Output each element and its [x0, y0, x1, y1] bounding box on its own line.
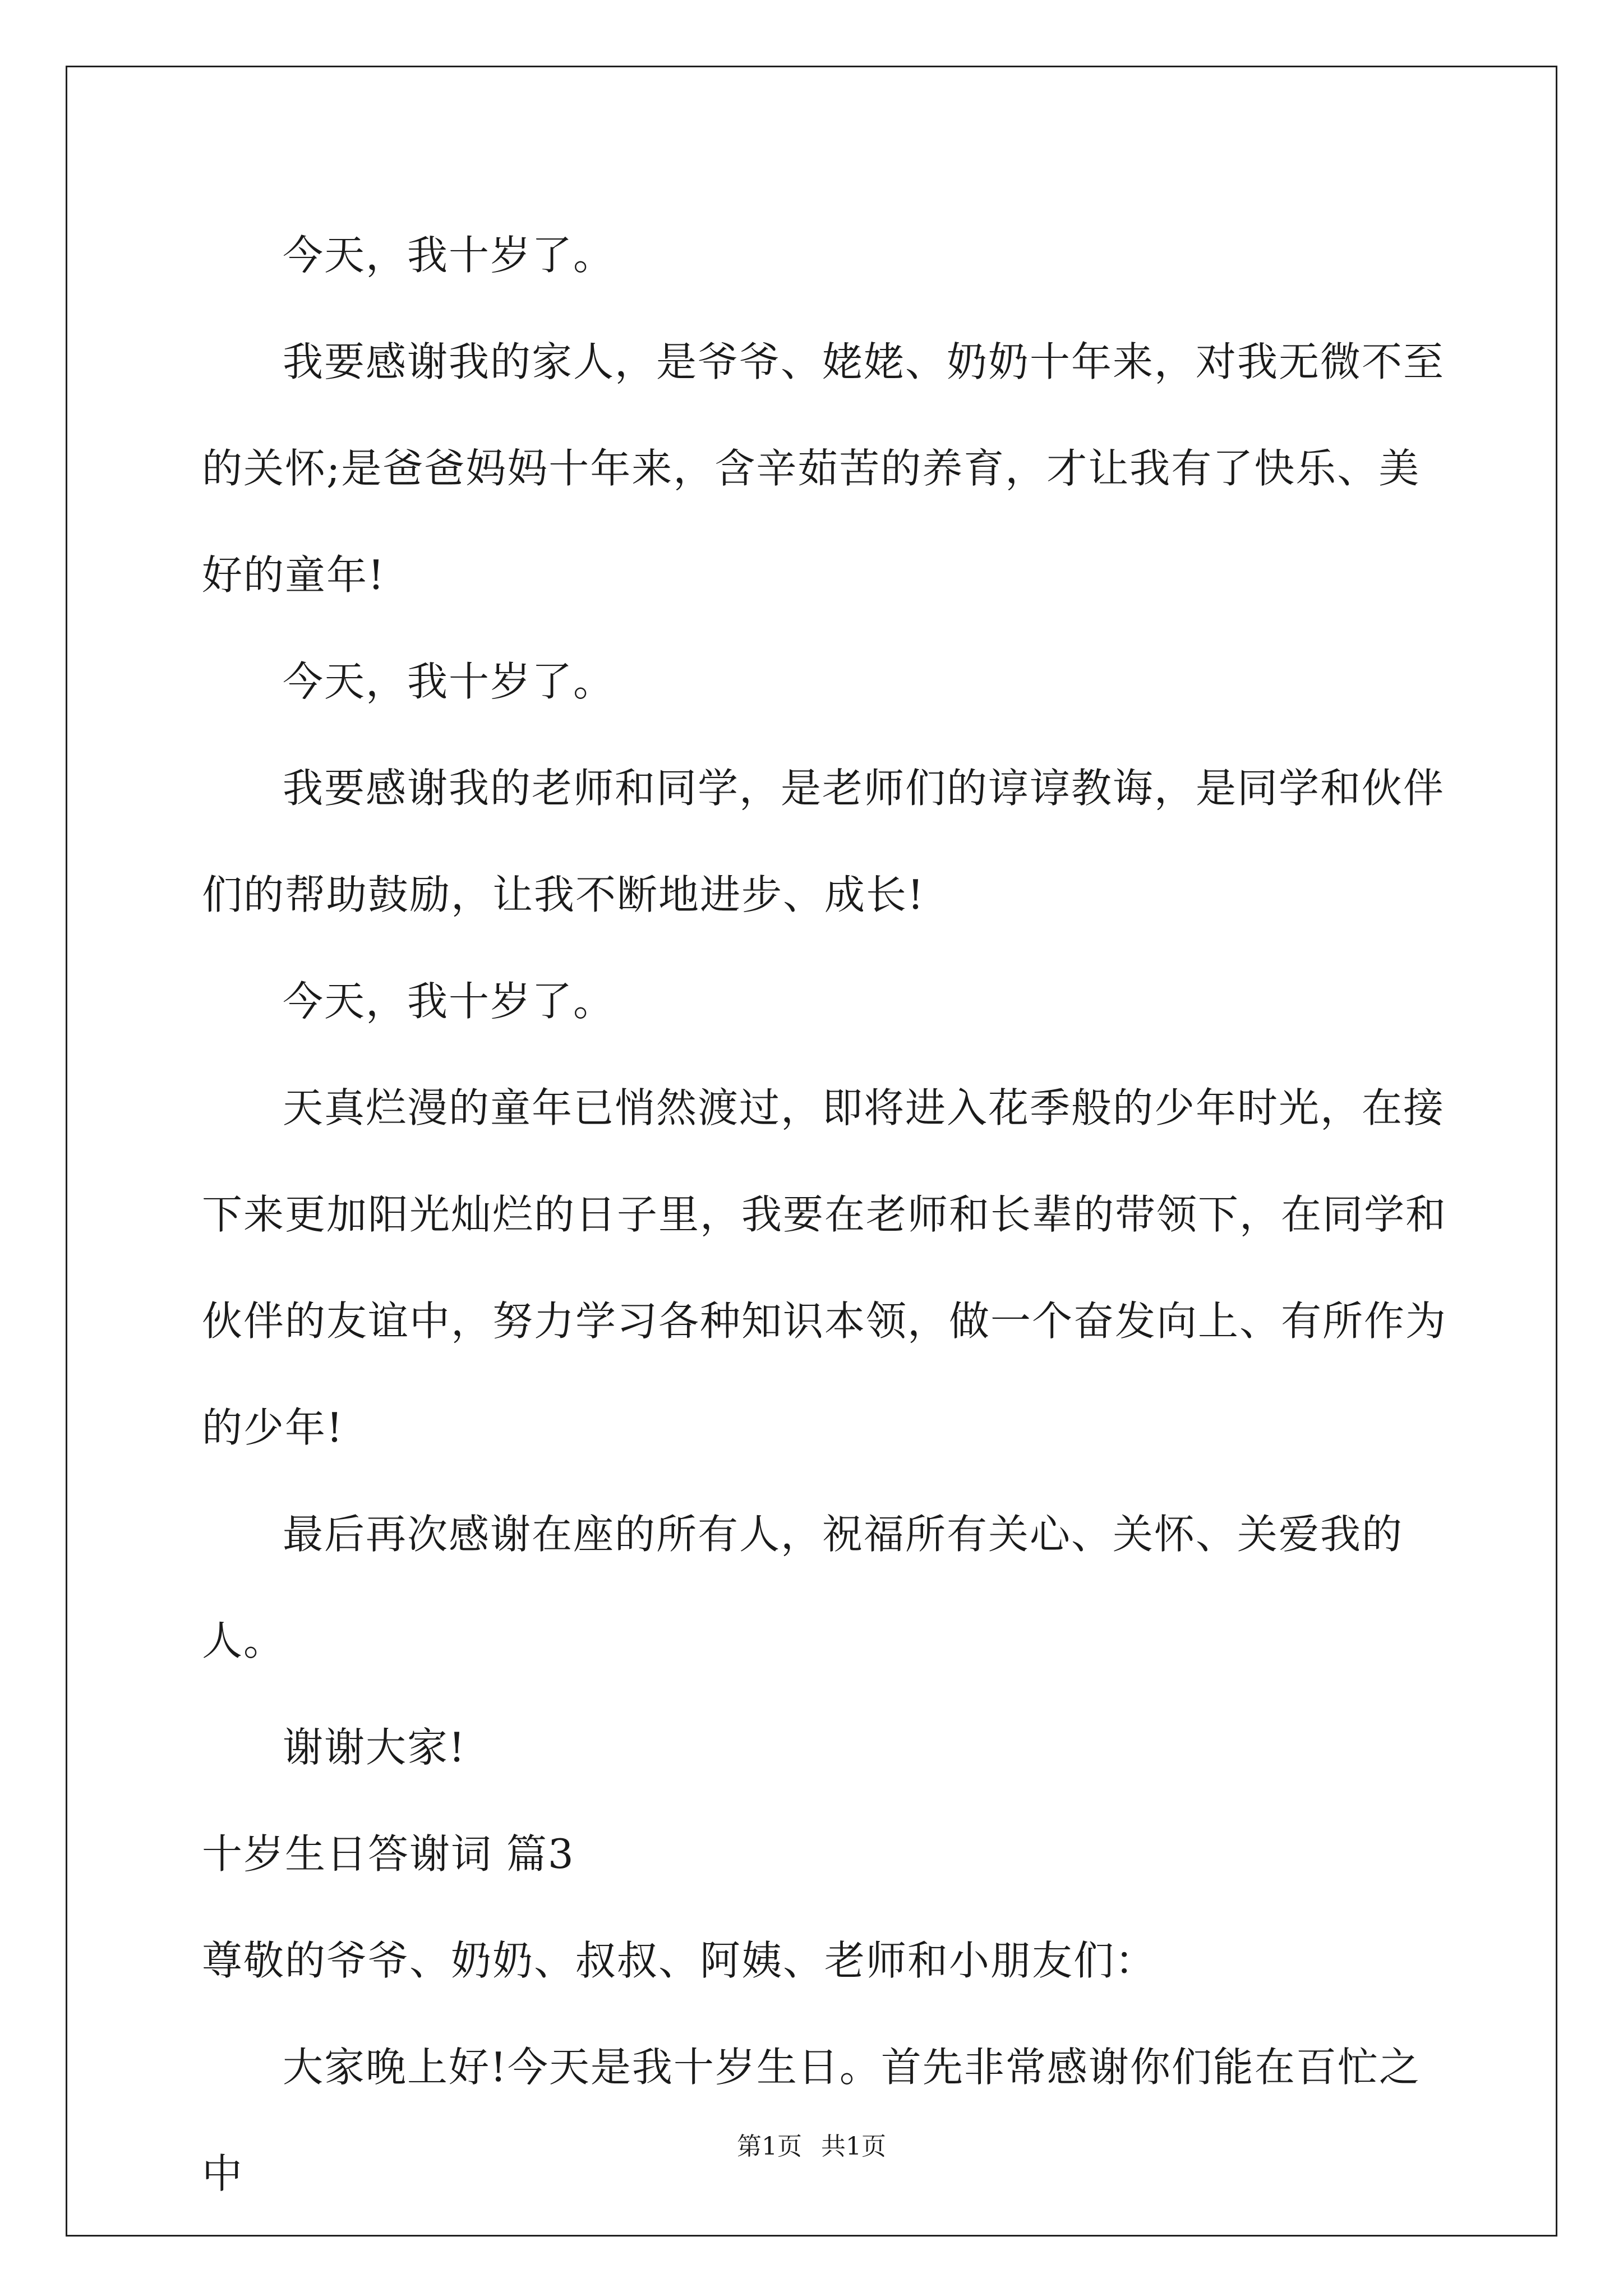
paragraph: 我要感谢我的老师和同学，是老师们的谆谆教诲，是同学和伙伴们的帮助鼓励，让我不断地进步、成长!	[202, 765, 1445, 918]
paragraph: 今天，我十岁了。	[283, 232, 615, 279]
paragraph: 大家晚上好!今天是我十岁生日。首先非常感谢你们能在百忙之中	[202, 2044, 1421, 2197]
page-footer	[0, 2126, 1623, 2162]
page-number: 第1页	[737, 2132, 802, 2161]
section-heading: 十岁生日答谢词 篇3	[202, 1830, 575, 1878]
salutation: 尊敬的爷爷、奶奶、叔叔、阿姨、老师和小朋友们：	[202, 1937, 1157, 1984]
paragraph: 我要感谢我的家人，是爷爷、姥姥、奶奶十年来，对我无微不至的关怀;是爸爸妈妈十年来，含辛茹苦的养育，才让我有了快乐、美好的童年!	[202, 338, 1445, 599]
page-total: 共1页	[821, 2132, 886, 2161]
paragraph: 谢谢大家!	[283, 1724, 466, 1771]
paragraph: 最后再次感谢在座的所有人，祝福所有关心、关怀、关爱我的人。	[202, 1511, 1404, 1664]
paragraph: 今天，我十岁了。	[283, 658, 615, 705]
document-body	[202, 202, 1447, 2227]
paragraph: 天真烂漫的童年已悄然渡过，即将进入花季般的少年时光，在接下来更加阳光灿烂的日子里，我要在老师和长辈的带领下，在同学和伙伴的友谊中，努力学习各种知识本领，做一个奋发向上、有所作为的少年!	[202, 1084, 1447, 1451]
paragraph: 今天，我十岁了。	[283, 978, 615, 1025]
